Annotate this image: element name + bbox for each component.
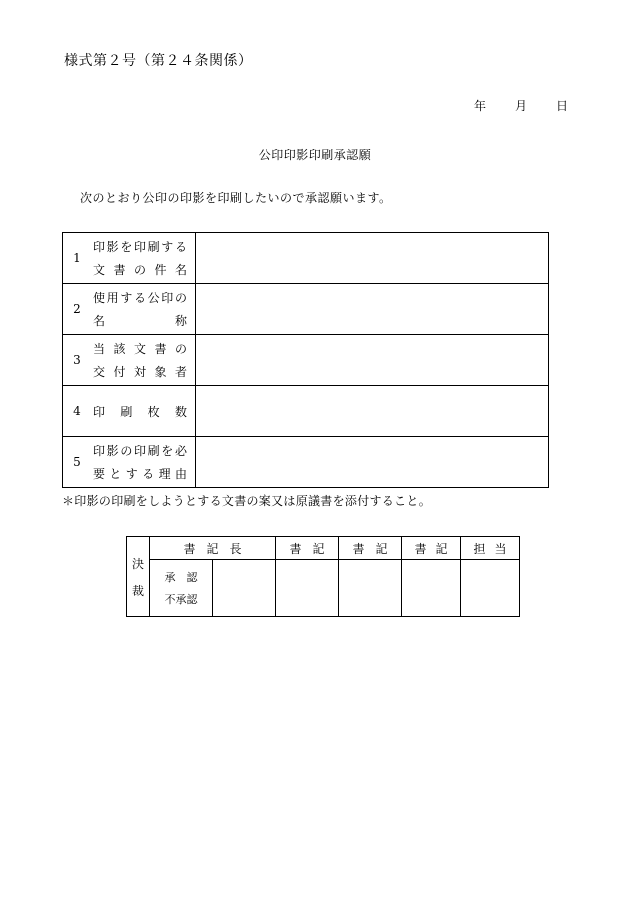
item-label <box>87 284 196 335</box>
item-label-char: 必 <box>174 444 187 458</box>
seal-cell-secretary-1 <box>276 560 339 617</box>
decision-side-label <box>127 537 150 617</box>
form-number: 様式第２号（第２４条関係） <box>64 53 253 69</box>
item-number: 5 <box>63 437 88 488</box>
approval-status-cell <box>150 560 213 617</box>
col-head-char: 当 <box>494 541 507 556</box>
item-label-char: る <box>133 291 146 305</box>
item-label-line <box>93 261 187 278</box>
item-label-char: 者 <box>174 365 187 379</box>
item-label-line <box>93 238 187 255</box>
item-label-line <box>93 363 187 380</box>
item-label-char: 印 <box>133 240 146 254</box>
item-number: 1 <box>63 233 88 284</box>
item-number: 4 <box>63 386 88 437</box>
item-label-char: 称 <box>174 314 187 328</box>
item-label-char: 象 <box>154 365 167 379</box>
item-label-char: 印 <box>93 444 106 458</box>
item-label-line <box>93 340 187 357</box>
item-label-char: す <box>120 291 133 305</box>
col-head-char: 長 <box>229 541 242 556</box>
items-table <box>62 232 549 488</box>
col-head-char: 書 <box>352 541 365 556</box>
item-label-line <box>93 403 187 420</box>
col-head-secretary-3 <box>402 537 461 560</box>
item-row <box>63 284 549 335</box>
item-label-char: 印 <box>93 404 106 419</box>
date-year-label: 年 <box>474 99 487 113</box>
item-label <box>87 233 196 284</box>
decision-side-char: 決 <box>131 556 144 571</box>
item-number: 2 <box>63 284 88 335</box>
item-label-line <box>93 465 187 482</box>
item-label-char: と <box>109 467 122 481</box>
col-head-char: 記 <box>312 541 325 556</box>
item-label-char: 刷 <box>147 240 160 254</box>
item-label-char: 件 <box>154 263 167 277</box>
item-label-char: 刷 <box>120 404 133 419</box>
item-label <box>87 386 196 437</box>
item-label-char: 影 <box>106 444 119 458</box>
item-label-char: の <box>120 444 133 458</box>
item-label-char: 名 <box>93 314 106 328</box>
item-row <box>63 233 549 284</box>
col-head-secretary-general <box>150 537 276 560</box>
intro-text: 次のとおり公印の印影を印刷したいので承認願います。 <box>80 191 392 205</box>
item-row <box>63 437 549 488</box>
seal-cell-secretary-2 <box>339 560 402 617</box>
attachment-note: ＊印影の印刷をしようとする文書の案又は原議書を添付すること。 <box>62 494 432 508</box>
item-label-char: 文 <box>133 342 146 356</box>
seal-cell-secretary-3 <box>402 560 461 617</box>
col-head-char: 記 <box>435 541 448 556</box>
item-label-char: る <box>142 467 155 481</box>
item-label-char: 公 <box>147 291 160 305</box>
item-value-field[interactable] <box>196 233 549 284</box>
item-label-char: す <box>125 467 138 481</box>
item-value-field[interactable] <box>196 386 549 437</box>
col-head-char: 書 <box>183 541 196 556</box>
item-number: 3 <box>63 335 88 386</box>
item-label-char: の <box>174 342 187 356</box>
item-label-char: 該 <box>113 342 126 356</box>
seal-cell-secretary-general <box>213 560 276 617</box>
item-label-char: 使 <box>93 291 106 305</box>
item-label-char: る <box>174 240 187 254</box>
col-head-char: 書 <box>289 541 302 556</box>
item-label-char: 対 <box>133 365 146 379</box>
item-label-line <box>93 442 187 459</box>
item-label-char: 理 <box>158 467 171 481</box>
document-title: 公印印影印刷承認願 <box>258 148 372 162</box>
item-label-char: 文 <box>93 263 106 277</box>
item-label-char: 付 <box>113 365 126 379</box>
item-value-field[interactable] <box>196 335 549 386</box>
item-label-char: 当 <box>93 342 106 356</box>
item-label-char: 印 <box>93 240 106 254</box>
date-day-label: 日 <box>556 99 569 113</box>
item-label-char: 交 <box>93 365 106 379</box>
item-label-line <box>93 289 187 306</box>
item-label-char: を <box>161 444 174 458</box>
item-label-char: 印 <box>161 291 174 305</box>
item-label-char: 名 <box>174 263 187 277</box>
item-label <box>87 437 196 488</box>
disapprove-label: 不承認 <box>164 593 198 606</box>
date-month-label: 月 <box>515 99 528 113</box>
col-head-secretary-2 <box>339 537 402 560</box>
seal-cell-staff <box>461 560 520 617</box>
item-label-char: 由 <box>174 467 187 481</box>
decision-side-char: 裁 <box>131 583 144 598</box>
item-row <box>63 386 549 437</box>
item-value-field[interactable] <box>196 437 549 488</box>
item-value-field[interactable] <box>196 284 549 335</box>
item-label-char: の <box>174 291 187 305</box>
col-head-char: 記 <box>375 541 388 556</box>
decision-table <box>126 536 520 617</box>
item-label-char: 枚 <box>147 404 160 419</box>
approve-label: 承 認 <box>164 571 198 584</box>
item-label-line <box>93 312 187 329</box>
item-label-char: 用 <box>106 291 119 305</box>
item-label-char: 刷 <box>147 444 160 458</box>
item-label-char: 影 <box>106 240 119 254</box>
item-label-char: 印 <box>133 444 146 458</box>
item-label <box>87 335 196 386</box>
item-label-char: 数 <box>174 404 187 419</box>
item-label-char: を <box>120 240 133 254</box>
item-label-char: す <box>161 240 174 254</box>
col-head-char: 担 <box>473 541 486 556</box>
col-head-staff <box>461 537 520 560</box>
col-head-char: 書 <box>414 541 427 556</box>
item-label-char: 書 <box>154 342 167 356</box>
col-head-char: 記 <box>206 541 219 556</box>
item-label-char: 書 <box>113 263 126 277</box>
item-label-char: の <box>133 263 146 277</box>
item-row <box>63 335 549 386</box>
col-head-secretary-1 <box>276 537 339 560</box>
item-label-char: 要 <box>93 467 106 481</box>
